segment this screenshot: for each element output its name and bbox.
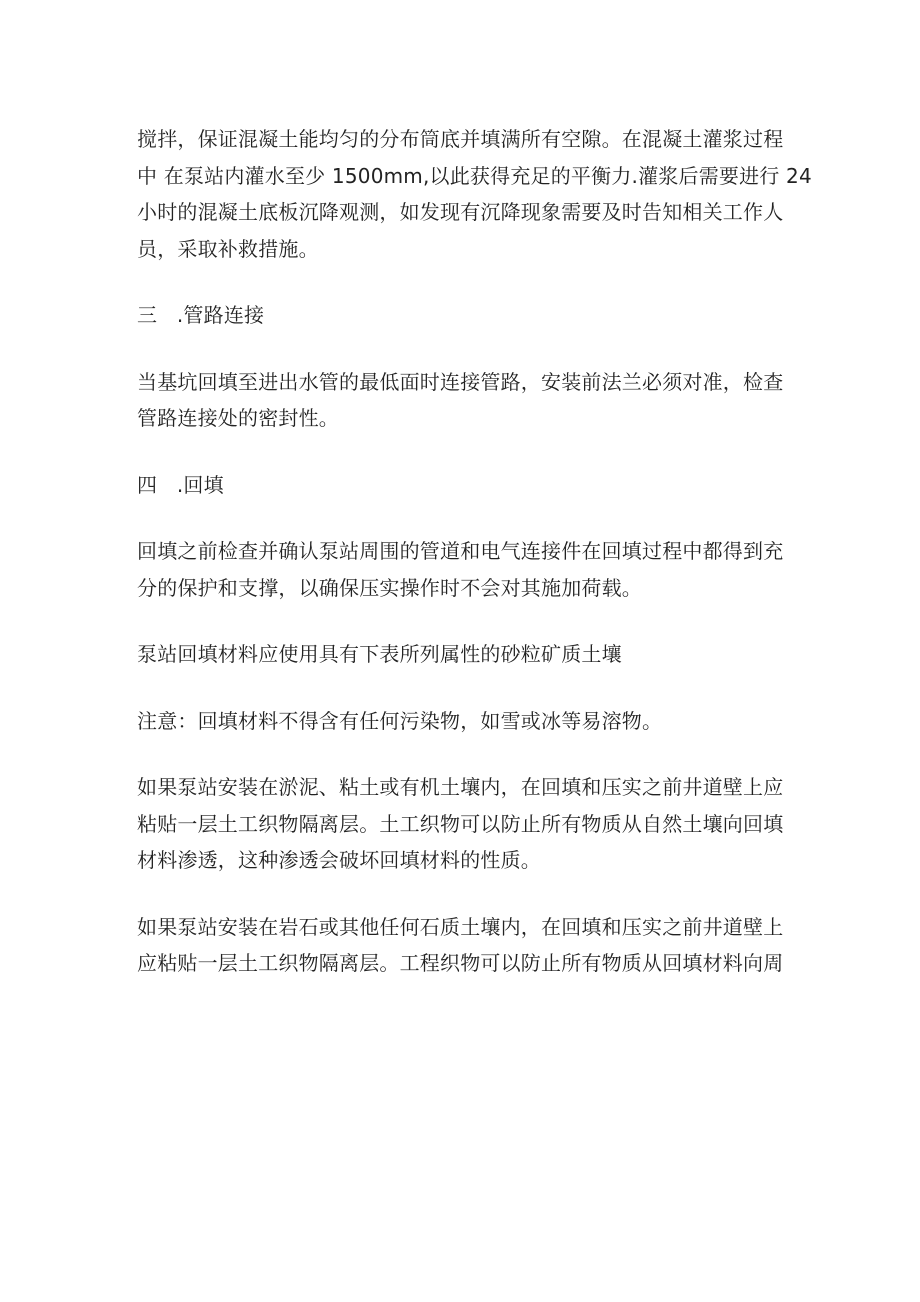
text-line: 材料渗透，这种渗透会破坏回填材料的性质。 (137, 848, 541, 872)
text-line: 应粘贴一层土工织物隔离层。工程织物可以防止所有物质从回填材料向周 (137, 951, 784, 975)
text-line: 如果泵站安装在岩石或其他任何石质土壤内，在回填和压实之前井道壁上 (137, 914, 784, 939)
heading-text: 三 .管路连接 (137, 303, 265, 327)
section-heading-pipe-connection (137, 297, 797, 334)
text-line: 泵站回填材料应使用具有下表所列属性的砂粒矿质土壤 (137, 642, 622, 666)
paragraph-grouting (137, 121, 812, 267)
paragraph-silt-clay (137, 769, 797, 879)
text-line: 当基坑回填至进出水管的最低面时连接管路，安装前法兰必须对准，检查 (137, 369, 784, 394)
text-line: 小时的混凝土底板沉降观测，如发现有沉降现象需要及时告知相关工作人 (137, 200, 784, 224)
text-line: 中 在泵站内灌水至少 1500mm,以此获得充足的平衡力.灌浆后需要进行 24 (137, 163, 812, 188)
text-line: 管路连接处的密封性。 (137, 406, 339, 430)
text-line: 搅拌，保证混凝土能均匀的分布筒底并填满所有空隙。在混凝土灌浆过程 (137, 127, 784, 151)
paragraph-backfill-material (137, 636, 797, 673)
text-line: 回填之前检查并确认泵站周围的管道和电气连接件在回填过程中都得到充 (137, 539, 784, 563)
text-line: 分的保护和支撑，以确保压实操作时不会对其施加荷载。 (137, 575, 642, 600)
text-line: 粘贴一层土工织物隔离层。土工织物可以防止所有物质从自然土壤向回填 (137, 811, 784, 836)
paragraph-rock-soil (137, 909, 797, 982)
paragraph-note (137, 703, 797, 740)
text-line: 注意：回填材料不得含有任何污染物，如雪或冰等易溶物。 (137, 708, 663, 733)
paragraph-pipe-connection (137, 364, 797, 437)
text-line: 如果泵站安装在淤泥、粘土或有机土壤内，在回填和压实之前井道壁上应 (137, 775, 784, 799)
heading-text: 四 .回填 (137, 472, 224, 497)
text-line: 员，采取补救措施。 (137, 236, 319, 261)
document-body (137, 121, 812, 1012)
section-heading-backfill (137, 467, 797, 504)
paragraph-backfill-check (137, 533, 797, 606)
